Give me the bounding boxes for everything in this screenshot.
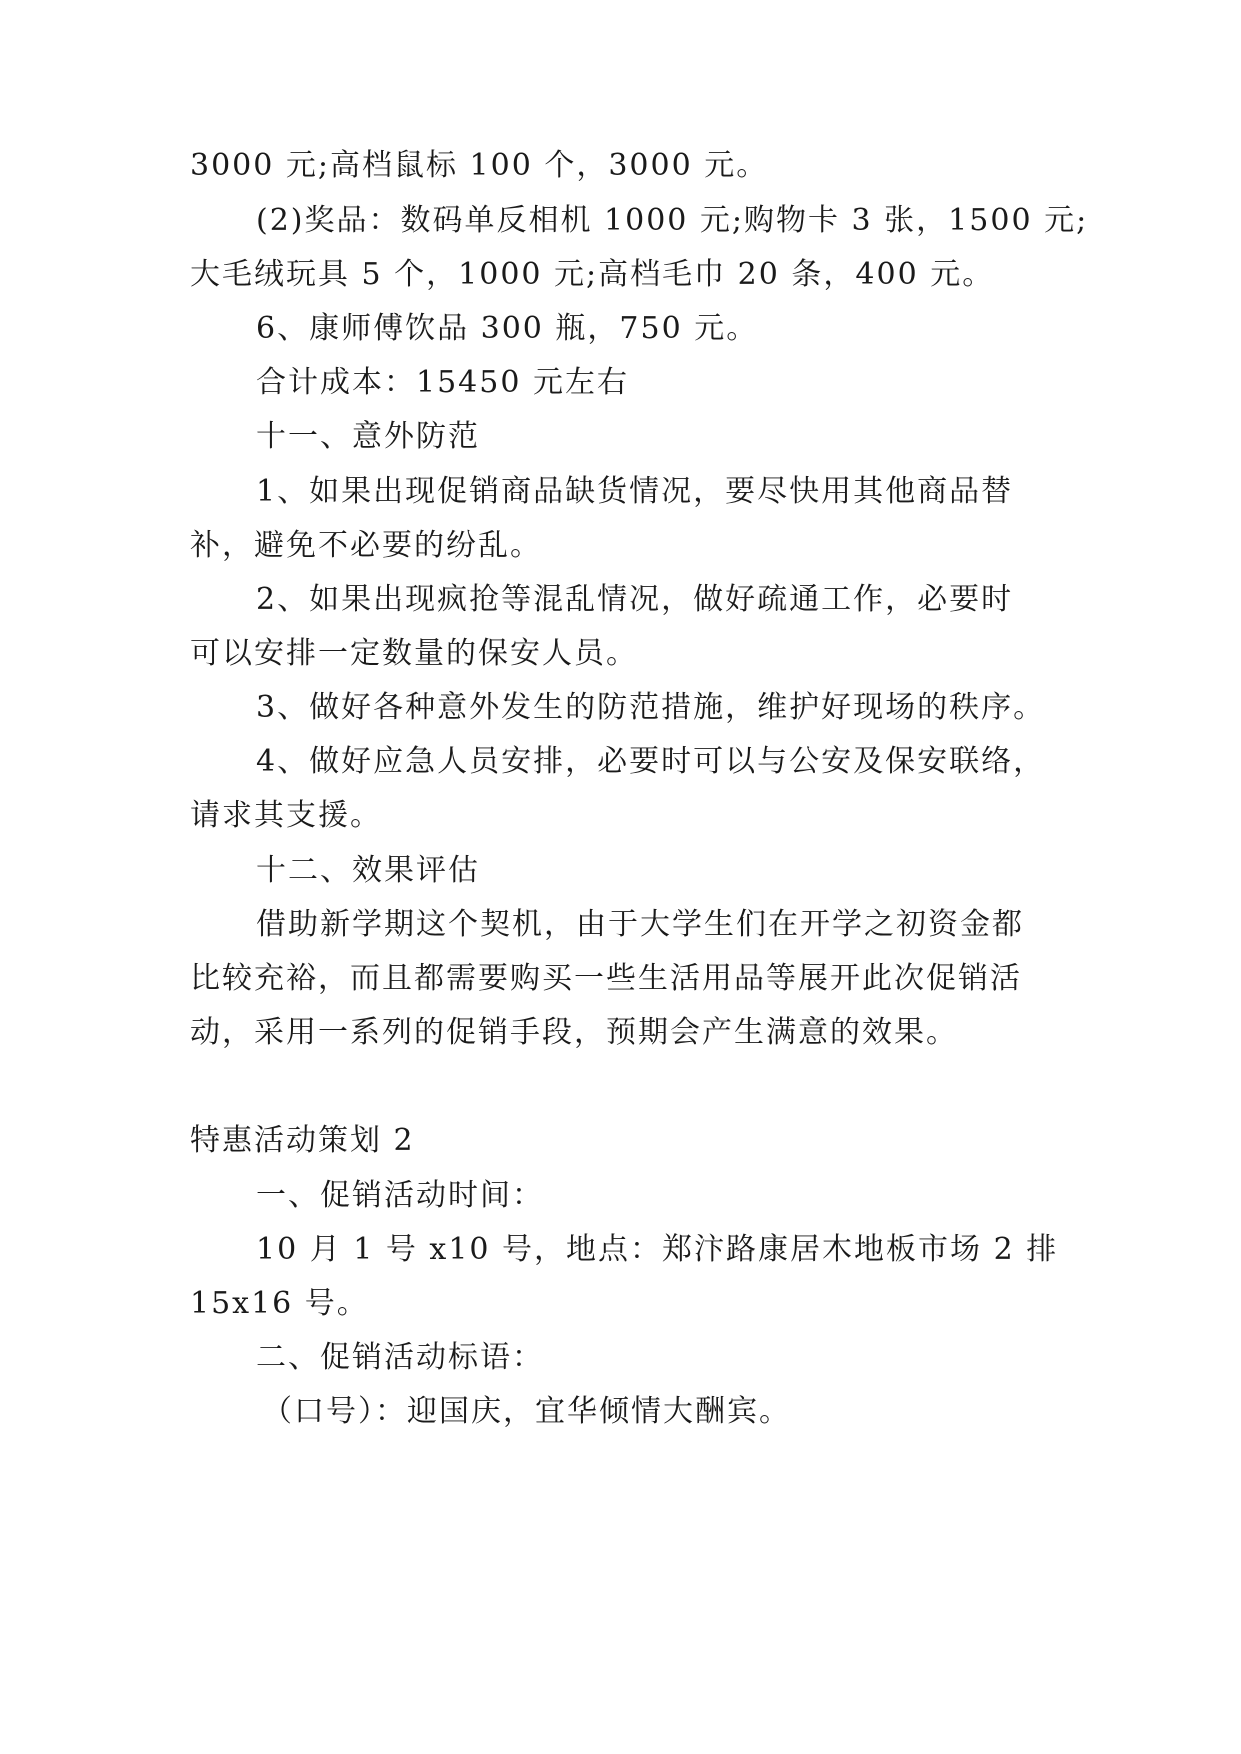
section-heading: 十一、意外防范 — [256, 419, 480, 454]
text-line: 可以安排一定数量的保安人员。 — [190, 636, 638, 671]
text-line: 3、做好各种意外发生的防范措施，维护好现场的秩序。 — [256, 690, 1046, 725]
text-line: 2、如果出现疯抢等混乱情况，做好疏通工作，必要时 — [256, 582, 1014, 617]
text-line: 1、如果出现促销商品缺货情况，要尽快用其他商品替 — [256, 474, 1014, 509]
text-line: 补，避免不必要的纷乱。 — [190, 528, 542, 563]
section-heading: 十二、效果评估 — [256, 853, 480, 888]
section-heading: 二、促销活动标语： — [256, 1340, 544, 1375]
text-line: 10 月 1 号 x10 号，地点：郑汴路康居木地板市场 2 排 — [256, 1232, 1059, 1267]
text-line: 15x16 号。 — [190, 1286, 369, 1321]
text-line: 4、做好应急人员安排，必要时可以与公安及保安联络， — [256, 744, 1046, 779]
text-line: 6、康师傅饮品 300 瓶，750 元。 — [256, 311, 759, 346]
text-line: （口号）：迎国庆，宜华倾情大酬宾。 — [262, 1394, 791, 1429]
text-line: (2)奖品：数码单反相机 1000 元;购物卡 3 张，1500 元; — [256, 203, 1089, 238]
text-line: 请求其支援。 — [190, 798, 382, 833]
section-heading: 一、促销活动时间： — [256, 1178, 544, 1213]
text-line: 借助新学期这个契机，由于大学生们在开学之初资金都 — [256, 907, 1024, 942]
text-line: 3000 元;高档鼠标 100 个，3000 元。 — [190, 148, 769, 183]
text-line: 大毛绒玩具 5 个，1000 元;高档毛巾 20 条，400 元。 — [190, 257, 995, 292]
document-title: 特惠活动策划 2 — [190, 1123, 415, 1158]
text-line: 比较充裕，而且都需要购买一些生活用品等展开此次促销活 — [190, 961, 1022, 996]
text-line: 合计成本：15450 元左右 — [256, 365, 629, 400]
text-line: 动，采用一系列的促销手段，预期会产生满意的效果。 — [190, 1015, 958, 1050]
